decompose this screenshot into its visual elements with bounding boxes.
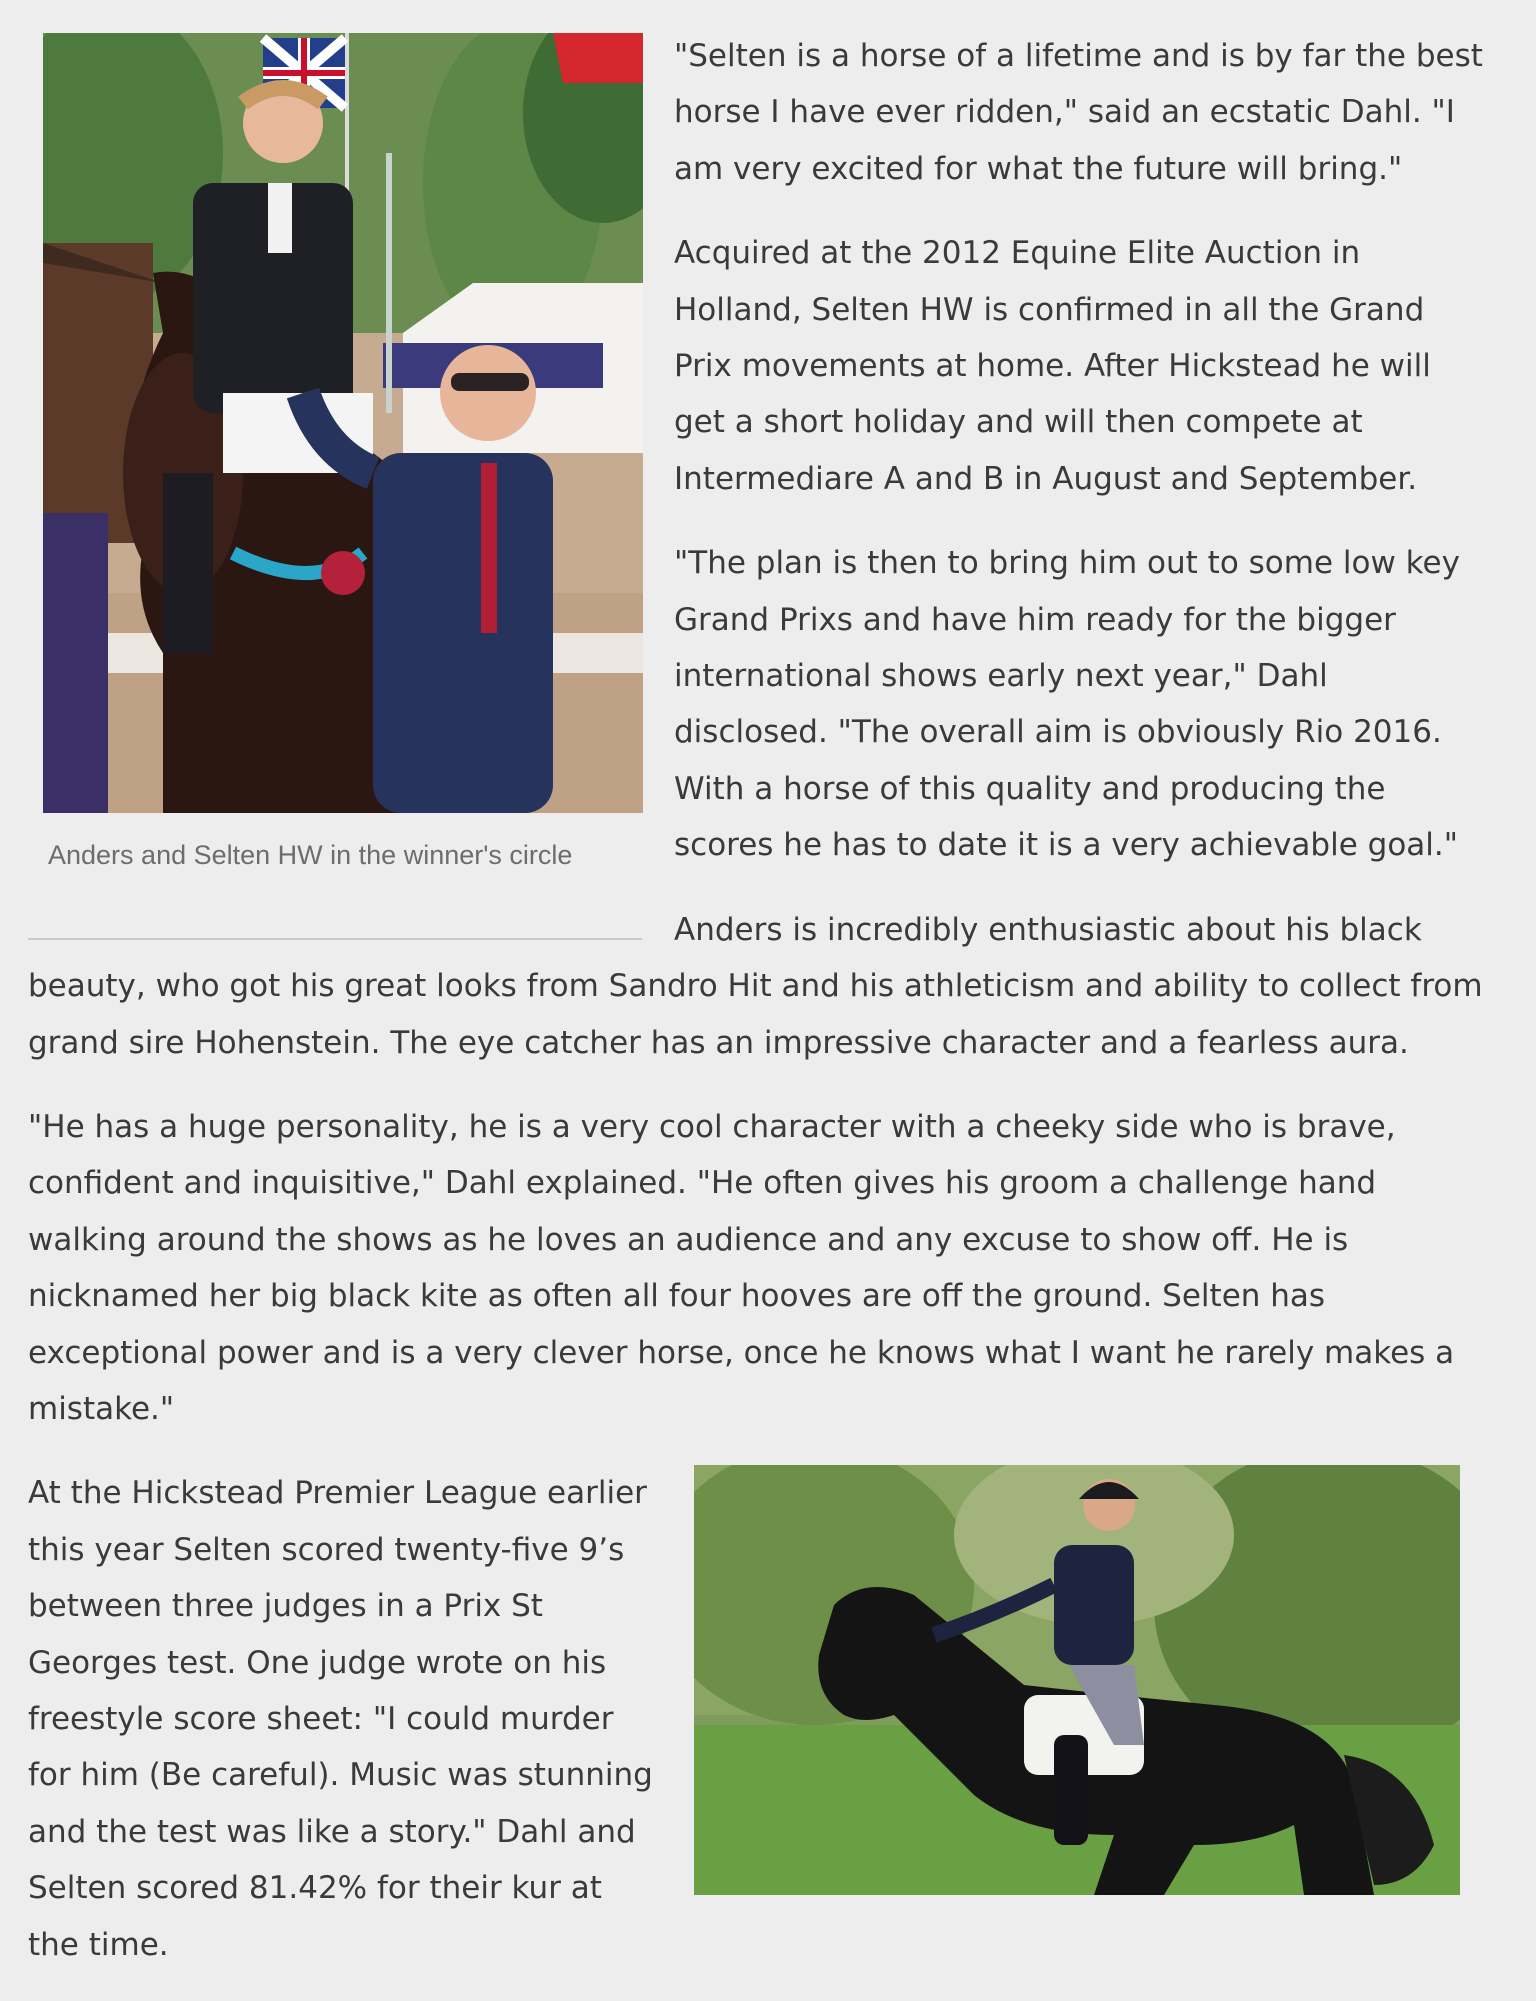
winners-circle-photo — [43, 33, 643, 813]
dressage-ride-photo — [694, 1465, 1460, 1895]
winners-circle-illustration — [43, 33, 643, 813]
photo-caption: Anders and Selten HW in the winner's circle — [48, 840, 573, 870]
caption-divider — [28, 938, 642, 940]
article-paragraph: Acquired at the 2012 Equine Elite Auction in Holland, Selten HW is confirmed in all the Grand Prix movements at home. After Hickstead he will get a short holiday and will then compete at Intermediare A and B in August and September. — [674, 235, 1431, 497]
article-body — [28, 0, 1488, 2001]
article-paragraph: Anders is incredibly enthusiastic about his black beauty, who got his great looks from Sandro Hit and his athleticism and ability to collect from grand sire Hohenstein. The eye catcher has an impressive character and a fearless aura. — [28, 911, 1483, 1061]
article-paragraph: "Selten is a horse of a lifetime and is by far the best horse I have ever ridden," said an ecstatic Dahl. "I am very excited for what the future will bring." — [674, 38, 1483, 187]
winners-circle-figure — [28, 0, 642, 912]
article-paragraph: At the Hickstead Premier League earlier this year Selten scored twenty-five 9’s between three judges in a Prix St Georges test. One judge wrote on his freestyle score sheet: "I could murder for him (Be careful). Music was stunning and the test was like a story." Dahl and Selten scored 81.42% for their kur at the time. — [28, 1475, 653, 1963]
article-paragraph: "The plan is then to bring him out to some low key Grand Prixs and have him ready for the bigger international shows early next year," Dahl disclosed. "The overall aim is obviously Rio 2016. With a horse of this quality and producing the scores he has to date it is a very achievable goal." — [674, 545, 1460, 864]
dressage-ride-illustration — [694, 1465, 1460, 1895]
article-paragraph: "He has a huge personality, he is a very cool character with a cheeky side who is brave, confident and inquisitive," Dahl explained. "He often gives his groom a challenge hand walking around the shows as he loves an audience and any excuse to show off. He is nicknamed her big black kite as often all four hooves are off the ground. Selten has exceptional power and is a very clever horse, once he knows what I want he rarely makes a mistake." — [28, 1108, 1455, 1427]
